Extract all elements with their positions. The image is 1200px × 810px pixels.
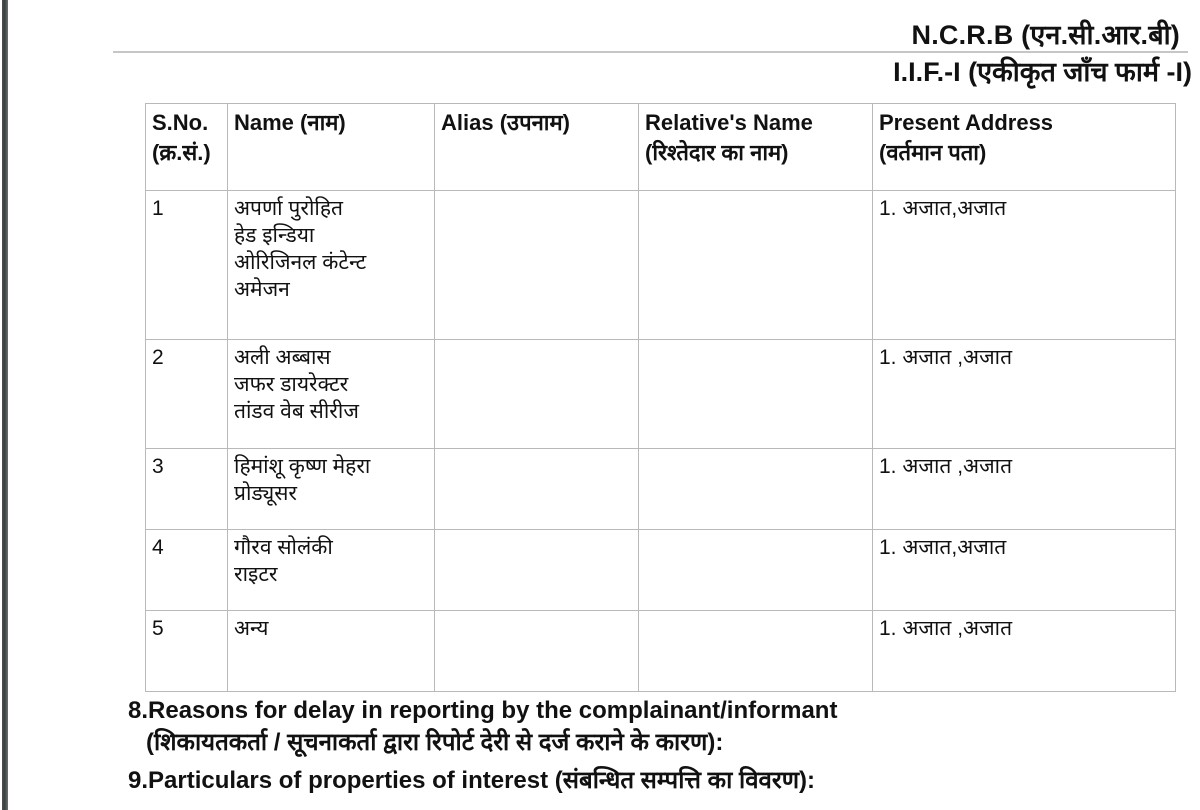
form-item-8-hi: (शिकायतकर्ता / सूचनाकर्ता द्वारा रिपोर्ट देरी से दर्ज कराने के कारण): [146,729,724,756]
cell-present-address [873,530,1176,611]
column-header-sno-en: S.No. [152,110,209,135]
column-header-sno [146,104,228,191]
cell-alias [435,340,639,449]
table-row [146,340,1176,449]
cell-relatives-name [639,340,873,449]
cell-alias [435,530,639,611]
cell-line: अन्य [234,617,269,640]
cell-line: तांडव वेब सीरीज [234,400,359,423]
table-row [146,191,1176,340]
cell-line: 1. अजात,अजात [879,197,1007,220]
header-divider [113,51,1188,53]
form-item-9-en: 9.Particulars of properties of interest (संबन्धित सम्पत्ति का विवरण): [128,767,816,794]
cell-sno: 2 [146,340,228,449]
cell-present-address [873,191,1176,340]
cell-alias [435,611,639,692]
cell-name [228,191,435,340]
column-header-relatives-name-hi: (रिश्तेदार का नाम) [645,140,789,165]
table-body [146,191,1176,692]
cell-sno: 1 [146,191,228,340]
cell-line: प्रोड्यूसर [234,482,297,505]
column-header-present-address [873,104,1176,191]
cell-alias [435,191,639,340]
cell-name [228,449,435,530]
table-row [146,449,1176,530]
cell-relatives-name [639,191,873,340]
cell-present-address [873,449,1176,530]
persons-table-wrapper [145,103,1175,692]
cell-name [228,340,435,449]
cell-name [228,611,435,692]
column-header-alias-en: Alias (उपनाम) [441,110,570,135]
column-header-name [228,104,435,191]
column-header-relatives-name [639,104,873,191]
iif-form-title: I.I.F.-I (एकीकृत जाँच फार्म -I) [893,57,1192,87]
cell-name [228,530,435,611]
cell-present-address [873,340,1176,449]
cell-line: अली अब्बास [234,346,331,369]
form-item-8 [128,695,1188,759]
column-header-name-en: Name (नाम) [234,110,346,135]
cell-line: जफर डायरेक्टर [234,373,349,396]
column-header-present-address-en: Present Address [879,110,1054,135]
form-header [0,18,1188,52]
cell-line: गौरव सोलंकी [234,536,333,559]
cell-line: 1. अजात,अजात [879,536,1007,559]
cell-line: 1. अजात ,अजात [879,455,1013,478]
form-item-8-en: 8.Reasons for delay in reporting by the complainant/informant [128,697,838,724]
table-row [146,611,1176,692]
cell-sno: 3 [146,449,228,530]
cell-alias [435,449,639,530]
form-item-9 [128,765,1188,797]
cell-line: अपर्णा पुरोहित [234,197,343,220]
cell-line: हिमांशू कृष्ण मेहरा [234,455,371,478]
table-header [146,104,1176,191]
column-header-relatives-name-en: Relative's Name [645,110,813,135]
cell-line: हेड इन्डिया [234,224,315,247]
form-items [128,695,1188,803]
column-header-present-address-hi: (वर्तमान पता) [879,140,987,165]
cell-line: राइटर [234,563,278,586]
table-header-row [146,104,1176,191]
cell-line: 1. अजात ,अजात [879,346,1013,369]
table-row [146,530,1176,611]
cell-sno: 5 [146,611,228,692]
cell-sno: 4 [146,530,228,611]
cell-line: ओरिजिनल कंटेन्ट [234,251,367,274]
cell-relatives-name [639,611,873,692]
cell-relatives-name [639,530,873,611]
persons-table [145,103,1176,692]
cell-line: 1. अजात ,अजात [879,617,1013,640]
column-header-sno-hi: (क्र.सं.) [152,140,211,165]
cell-present-address [873,611,1176,692]
column-header-alias [435,104,639,191]
ncrb-title: N.C.R.B (एन.सी.आर.बी) [911,20,1180,50]
cell-line: अमेजन [234,278,290,301]
cell-relatives-name [639,449,873,530]
